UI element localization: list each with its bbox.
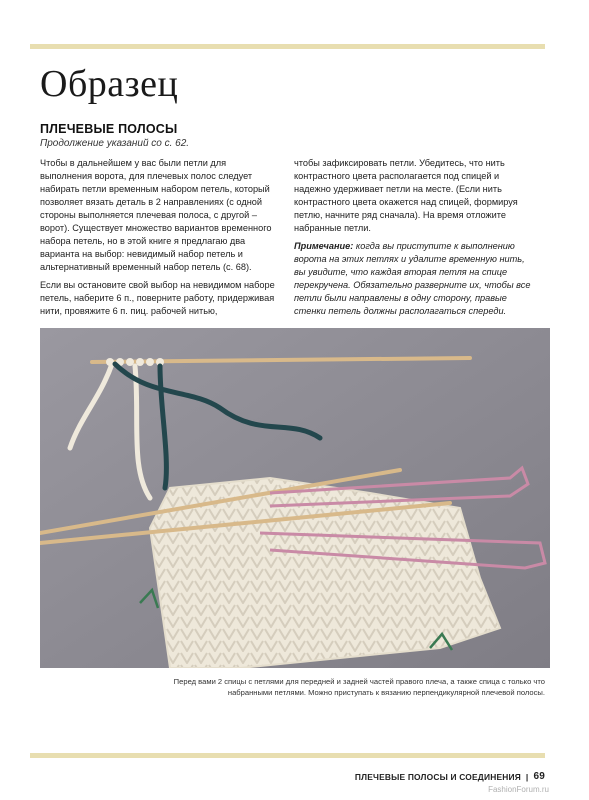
page-number: 69 [533, 771, 545, 782]
top-rule [30, 44, 545, 49]
page-footer [355, 771, 545, 782]
note-text: когда вы приступите к выполнению ворота на этих петлях и удалите временную нить, вы увидите, что каждая вторая петля на спице перекручена. Обязательно разверните их, чтобы все петли были направлены в одну сторону, правые стенки петель должны располагаться спереди. [294, 241, 531, 316]
watermark: FashionForum.ru [488, 785, 549, 794]
page-title: Образец [40, 63, 179, 105]
note-label: Примечание: [294, 241, 354, 251]
footer-section-title: ПЛЕЧЕВЫЕ ПОЛОСЫ И СОЕДИНЕНИЯ [354, 771, 521, 782]
paragraph: Если вы остановите свой выбор на невидимом наборе петель, наберите 6 п., поверните работу, придерживая нити, провяжите 6 п. пиц. рабочей нитью, [40, 280, 275, 316]
text-column-right [294, 157, 534, 323]
footer-separator: | [525, 771, 529, 782]
section-subheading: Продолжение указаний со с. 62. [40, 138, 190, 149]
paragraph: чтобы зафиксировать петли. Убедитесь, что нить контрастного цвета располагается под спицей и надежно удерживает петли на месте. (Если нить контрастного цвета окажется над спицей, формируя петлю, начните ряд сначала). На время отложите набранные петли. [294, 158, 518, 233]
bottom-rule [30, 753, 545, 758]
photo-caption: Перед вами 2 спицы с петлями для передней и задней частей правого плеча, а также спица с только что набранными петлями. Можно приступать к вязанию перпендикулярной плечевой полосы. [173, 677, 545, 697]
section-heading: ПЛЕЧЕВЫЕ ПОЛОСЫ [40, 122, 178, 136]
text-column-left [40, 157, 280, 323]
knitting-photo-illustration [40, 328, 550, 668]
paragraph: Чтобы в дальнейшем у вас были петли для выполнения ворота, для плечевых полос следует набирать петли временным набором петель, который позволяет вязать деталь в 2 направлениях (с одной стороны выполняется плечевая полоса, с другой – ворот). Существует множество вариантов временного набора петель, но в этой книге я предлагаю два варианта на выбор: невидимый набор петель и альтернативный временный набор петель (с. 68). [40, 158, 272, 272]
note-paragraph [294, 240, 534, 318]
knitting-photo [40, 328, 550, 668]
